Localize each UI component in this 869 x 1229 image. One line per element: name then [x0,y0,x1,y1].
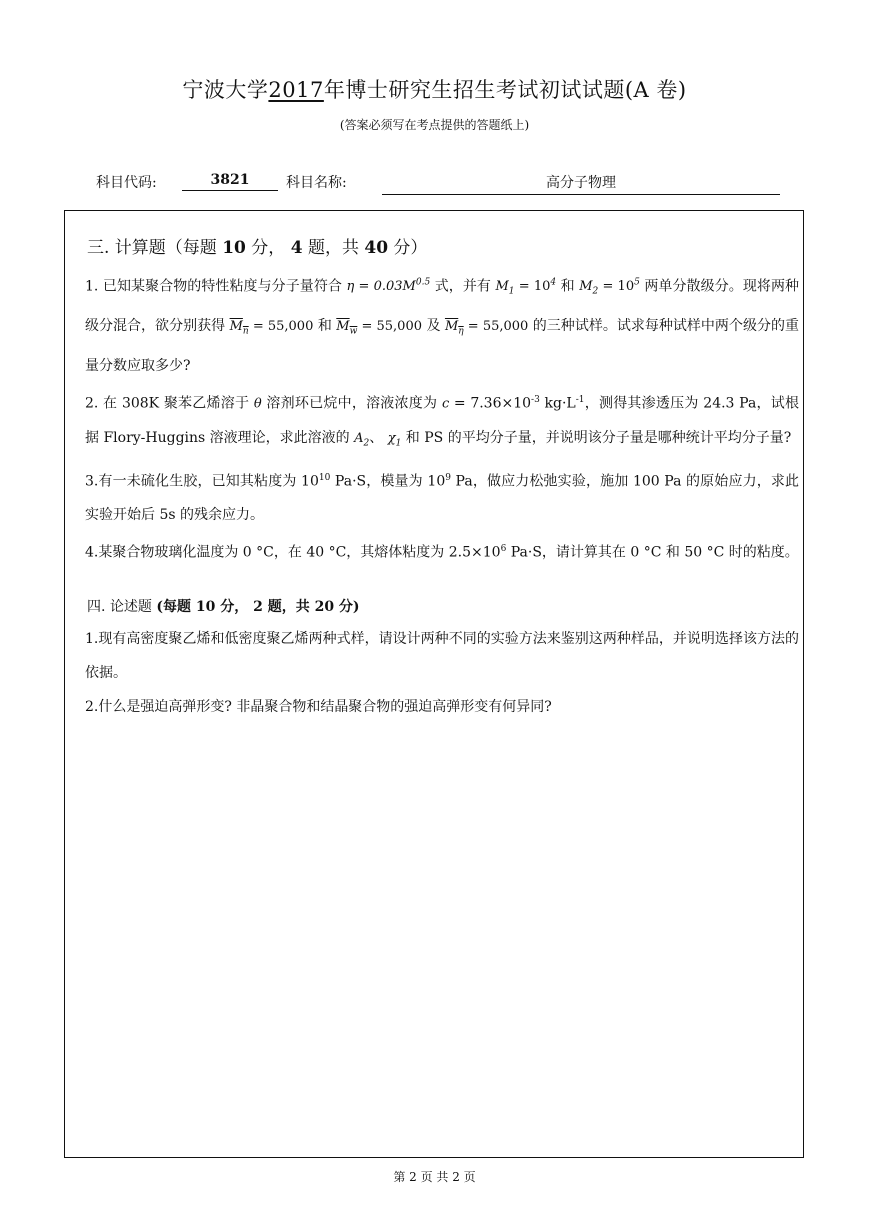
q2-theta: θ [253,396,262,412]
q1-mn-bar [229,318,249,337]
q1-text7: 的三种试样。试求每种试样中两个级分的重量分数应取多少? [85,317,799,374]
q1-eq-exp: 0.5 [415,278,431,288]
q1-m2-exp: 5 [634,278,640,288]
q1-m1-exp: 4 [550,278,557,288]
q2-a2-sym: A [354,431,364,447]
q3-exp1: 10 [318,472,331,483]
subject-row [96,172,786,196]
section3-heading [87,233,799,258]
title-university: 宁波大学 [182,78,269,102]
q3-text2: Pa·S，模量为 10 [330,473,446,490]
q2-chi-sub: 1 [395,438,402,449]
q2-exp1: -3 [531,394,540,405]
q1-text: 1. 已知某聚合物的特性粘度与分子量符合 [85,278,347,295]
section3-count: 4 [290,238,303,258]
q1-mw-sub: w [349,326,358,337]
q3-text3: Pa，做应力松弛实验，施加 100 Pa 的原始应力，求此实验开始后 5s 的残余应力。 [85,473,800,524]
q1-mw-sym: M [336,318,350,334]
q1-text5: 和 [313,317,337,334]
q4-text: 4.某聚合物玻璃化温度为 0 °C，在 40 °C，其熔体粘度为 2.5×10 [85,545,501,562]
q1-text2: 式，并有 [430,278,496,295]
q3-exp2: 9 [445,472,451,483]
q1-m2-sym: M [579,279,593,295]
q3-text: 3.有一未硫化生胶，已知其粘度为 10 [85,473,319,490]
q2-a2-sub: 2 [363,438,370,449]
section3-heading-text: 三. 计算题（每题 [87,238,223,258]
exam-instruction: (答案必须写在考点提供的答题纸上) [339,118,530,132]
q1-m2-sub: 2 [592,286,599,297]
q1-meta-bar [444,318,464,337]
q1-meta [444,318,529,337]
q1-mw-val: = 55,000 [357,318,422,334]
q2-text2: 溶剂环已烷中，溶液浓度为 [261,395,442,412]
exam-title [0,74,869,104]
q2-chi-sym: χ [387,431,396,447]
subject-code: 3821 [182,172,278,191]
q4-exp1: 6 [500,544,507,555]
section3-heading-text4: 分） [388,238,428,258]
q1-m1-sub: 1 [508,286,515,297]
q1-text4: 两单分散级分。现将两种级分混合，欲分别获得 [85,278,800,334]
q1-m2-val: = 10 [598,279,635,295]
q1-equation [347,279,431,294]
q1-mw-bar [336,318,358,337]
q2-text4: kg·L [539,395,576,412]
q2-c: c [441,396,450,412]
q1-text3: 和 [556,278,580,295]
q1-mw [336,318,422,337]
subject-code-label: 科目代码: [96,175,157,191]
section3-heading-text2: 分， [245,238,291,258]
q1-m1 [495,278,557,297]
subject-name: 高分子物理 [382,172,780,195]
subject-name-label: 科目名称: [286,175,347,191]
section4-heading-text: 四. 论述题 [87,599,157,616]
q1-meta-val: = 55,000 [463,318,529,334]
q1-mn-sym: M [229,318,243,334]
q2-a2 [354,431,370,449]
q1-mn-sub: n [242,326,249,337]
question-3-3 [85,461,799,533]
section3-heading-text3: 题，共 [302,238,365,258]
q1-m1-sym: M [495,279,509,295]
page-footer: 第 2 页 共 2 页 [393,1170,476,1184]
q2-chi [387,431,402,449]
section4-heading-score: (每题 10 分， 2 题，共 20 分) [156,599,360,616]
q4-text2: Pa·S，请计算其在 0 °C 和 50 °C 时的粘度。 [506,545,799,562]
section4-heading [87,596,799,616]
question-3-4 [85,532,799,570]
q1-mn [229,318,314,337]
question-4-2: 2.什么是强迫高弹形变? 非晶聚合物和结晶聚合物的强迫高弹形变有何异同? [85,699,552,716]
q1-m1-val: = 10 [514,279,551,295]
q2-text3: = 7.36×10 [449,395,532,412]
q1-mn-val: = 55,000 [248,318,314,334]
title-rest: 年博士研究生招生考试初试试题(A 卷) [323,78,687,102]
q1-text6: 及 [422,317,445,334]
question-frame [64,210,804,1158]
question-3-1 [85,266,799,383]
question-content [85,233,799,724]
section3-per-score: 10 [222,238,246,258]
title-year: 2017 [268,78,324,102]
q2-text6: 、 [369,430,388,447]
q1-meta-sub: η [458,326,464,337]
q1-meta-sym: M [444,318,459,334]
q2-text7: 和 PS 的平均分子量，并说明该分子量是哪种统计平均分子量? [401,430,792,447]
q1-eq-base: η = 0.03M [346,279,416,295]
q1-m2 [579,278,640,297]
q2-text: 2. 在 308K 聚苯乙烯溶于 [85,395,254,412]
q2-text5: ，测得其渗透压为 24.3 Pa，试根据 Flory-Huggins 溶液理论，求此溶液的 [85,395,799,447]
q2-exp2: -1 [575,394,585,405]
section3-total: 40 [364,238,389,258]
question-4-1: 1.现有高密度聚乙烯和低密度聚乙烯两种式样，请设计两种不同的实验方法来鉴别这两种样品，并说明选择该方法的依据。 [85,631,799,682]
question-3-2 [85,383,799,461]
